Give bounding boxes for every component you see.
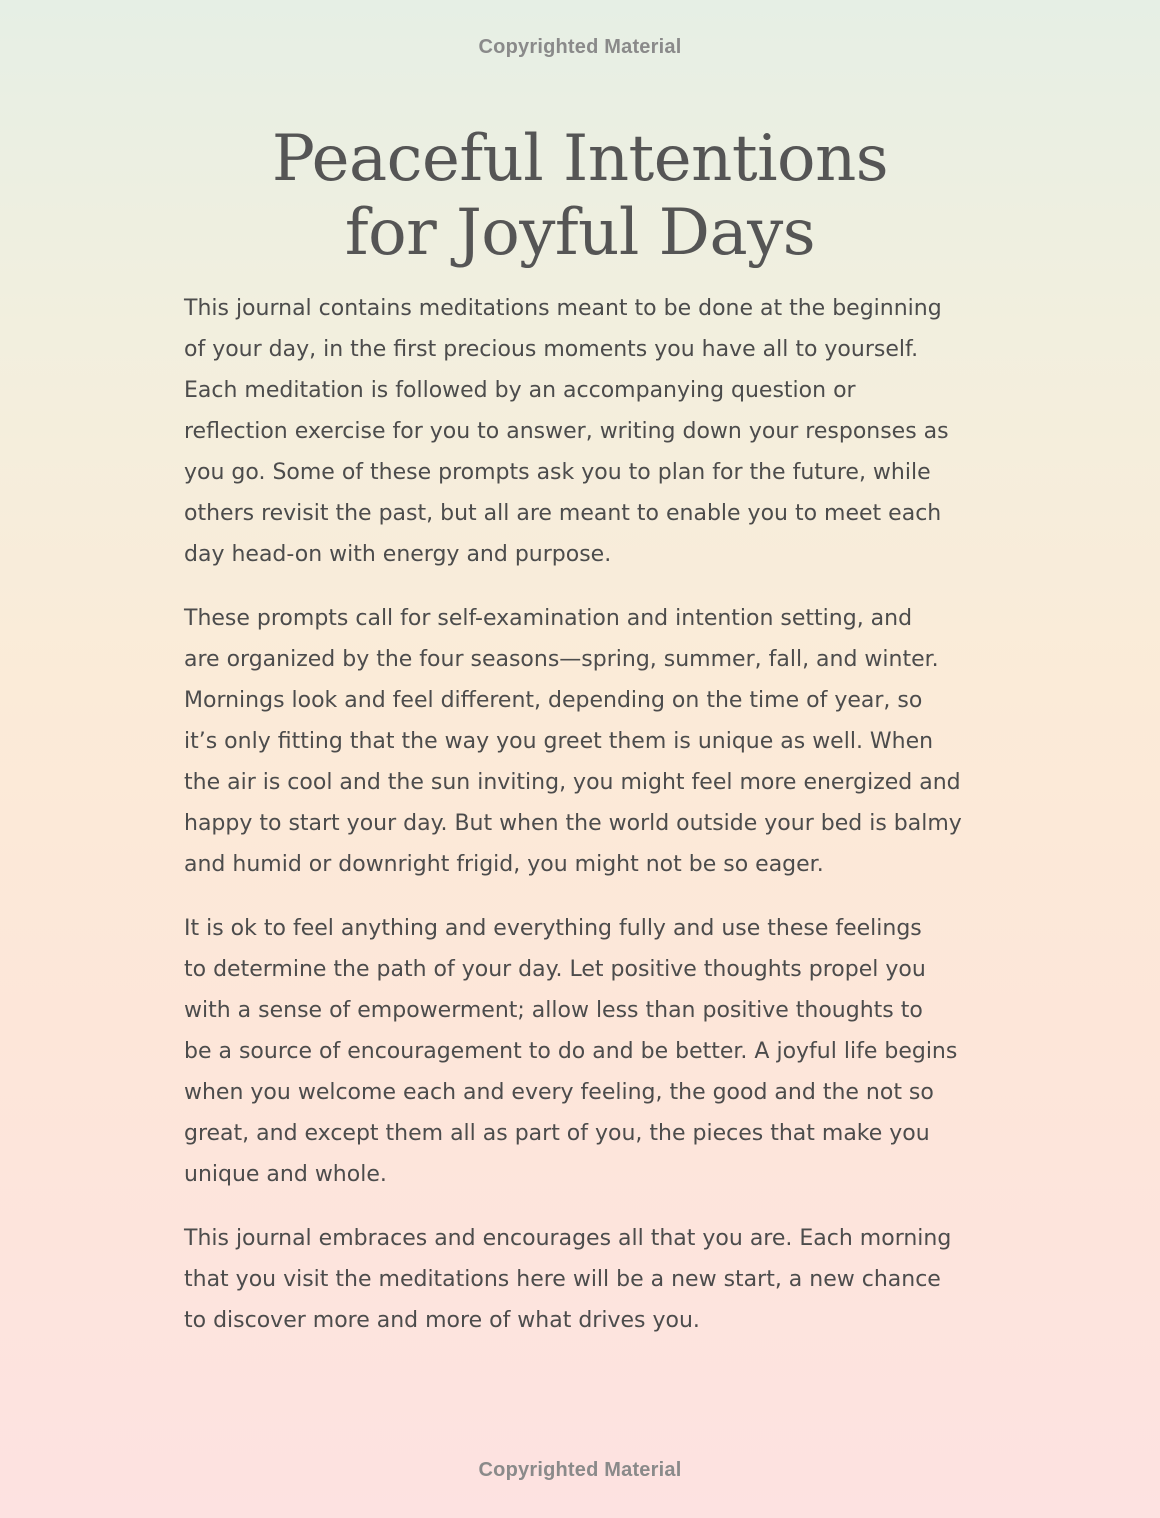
paragraph-4 — [184, 1218, 984, 1341]
text-line: to discover more and more of what drives you. — [184, 1308, 700, 1333]
text-line: with a sense of empowerment; allow less than positive thoughts to — [184, 998, 923, 1023]
text-line: day head-on with energy and purpose. — [184, 542, 612, 567]
text-line: happy to start your day. But when the world outside your bed is balmy — [184, 811, 962, 836]
text-line: others revisit the past, but all are meant to enable you to meet each — [184, 501, 942, 526]
text-line: be a source of encouragement to do and be better. A joyful life begins — [184, 1039, 958, 1064]
title-line-1: Peaceful Intentions — [271, 122, 889, 196]
text-line: reflection exercise for you to answer, writing down your responses as — [184, 419, 949, 444]
text-line: Each meditation is followed by an accompanying question or — [184, 378, 856, 403]
copyright-watermark-top: Copyrighted Material — [478, 36, 682, 58]
copyright-watermark-bottom: Copyrighted Material — [478, 1459, 682, 1481]
text-line: are organized by the four seasons—spring, summer, fall, and winter. — [184, 647, 939, 672]
text-line: This journal contains meditations meant to be done at the beginning — [184, 296, 942, 321]
text-line: It is ok to feel anything and everything fully and use these feelings — [184, 916, 922, 941]
paragraph-1 — [184, 288, 984, 575]
page-title — [0, 122, 1160, 270]
title-line-2: for Joyful Days — [344, 196, 816, 270]
paragraph-3 — [184, 908, 984, 1195]
body-text — [184, 288, 984, 1364]
text-line: the air is cool and the sun inviting, you might feel more energized and — [184, 770, 961, 795]
text-line: These prompts call for self-examination and intention setting, and — [184, 606, 913, 631]
paragraph-2 — [184, 598, 984, 885]
text-line: it’s only fitting that the way you greet them is unique as well. When — [184, 729, 934, 754]
text-line: and humid or downright frigid, you might not be so eager. — [184, 852, 824, 877]
text-line: you go. Some of these prompts ask you to plan for the future, while — [184, 460, 931, 485]
text-line: Mornings look and feel different, depending on the time of year, so — [184, 688, 923, 713]
text-line: unique and whole. — [184, 1162, 387, 1187]
text-line: to determine the path of your day. Let positive thoughts propel you — [184, 957, 926, 982]
text-line: of your day, in the first precious moments you have all to yourself. — [184, 337, 919, 362]
text-line: that you visit the meditations here will be a new start, a new chance — [184, 1267, 941, 1292]
text-line: This journal embraces and encourages all that you are. Each morning — [184, 1226, 952, 1251]
text-line: great, and except them all as part of you, the pieces that make you — [184, 1121, 930, 1146]
text-line: when you welcome each and every feeling, the good and the not so — [184, 1080, 934, 1105]
